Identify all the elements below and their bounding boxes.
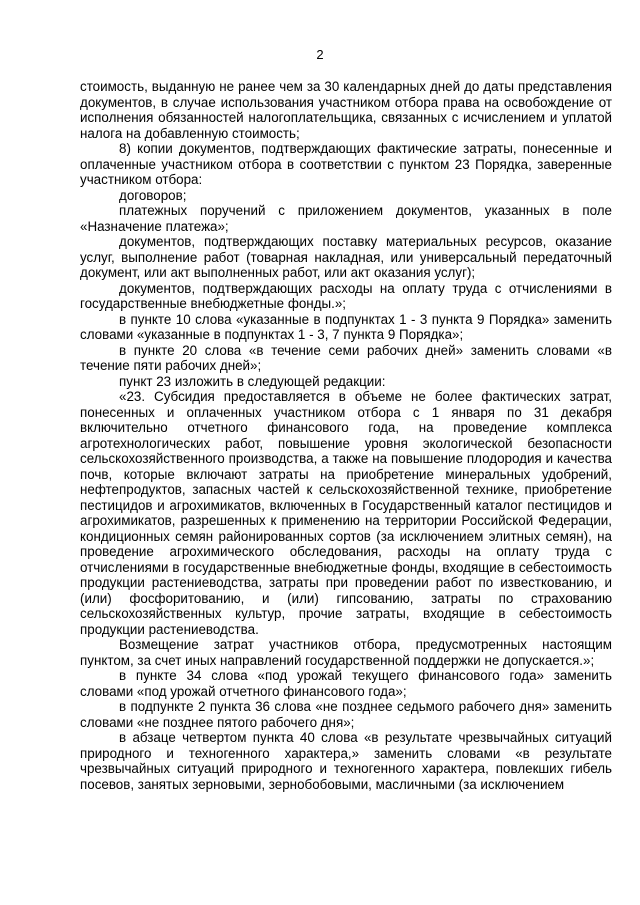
- paragraph-delivery-documents: документов, подтверждающих поставку материальных ресурсов, оказание услуг, выполнение работ (товарная накладная, или универсальный передаточный документ, или акт выполненных работ, или акт оказания услуг);: [80, 234, 612, 280]
- paragraph-point-36: в подпункте 2 пункта 36 слова «не позднее седьмого рабочего дня» заменить словами «не позднее пятого рабочего дня»;: [80, 699, 612, 730]
- paragraph-compensation: Возмещение затрат участников отбора, предусмотренных настоящим пунктом, за счет иных направлений государственной поддержки не допускается.»;: [80, 637, 612, 668]
- paragraph-point-10: в пункте 10 слова «указанные в подпунктах 1 - 3 пункта 9 Порядка» заменить словами «указанные в подпунктах 1 - 3, 7 пункта 9 Порядка»;: [80, 311, 612, 342]
- paragraph-continuation: стоимость, выданную не ранее чем за 30 календарных дней до даты представления документов, в случае использования участником отбора права на освобождение от исполнения обязанностей налогоплательщика, связанных с исчислением и уплатой налога на добавленную стоимость;: [80, 79, 612, 141]
- paragraph-point-23-intro: пункт 23 изложить в следующей редакции:: [119, 373, 386, 389]
- paragraph-point-20: в пункте 20 слова «в течение семи рабочих дней» заменить словами «в течение пяти рабочих дней»;: [80, 342, 612, 373]
- paragraph-contracts: договоров;: [119, 187, 187, 203]
- paragraph-point-34: в пункте 34 слова «под урожай текущего финансового года» заменить словами «под урожай отчетного финансового года»;: [80, 668, 612, 699]
- page-number: 2: [316, 47, 324, 62]
- paragraph-payment-orders: платежных поручений с приложением документов, указанных в поле «Назначение платежа»;: [80, 203, 612, 234]
- paragraph-point-40: в абзаце четвертом пункта 40 слова «в результате чрезвычайных ситуаций природного и техногенного характера,» заменить словами «в результате чрезвычайных ситуаций природного и техногенного характера, повлекших гибель посевов, занятых зерновыми, зернобобовыми, масличными (за исключением: [80, 730, 612, 792]
- document-body: [80, 79, 612, 792]
- paragraph-item-8: 8) копии документов, подтверждающих фактические затраты, понесенные и оплаченные участником отбора в соответствии с пунктом 23 Порядка, заверенные участником отбора:: [80, 141, 612, 187]
- paragraph-labor-expenses: документов, подтверждающих расходы на оплату труда с отчислениями в государственные внебюджетные фонды.»;: [80, 280, 612, 311]
- paragraph-point-23-text: «23. Субсидия предоставляется в объеме не более фактических затрат, понесенных и оплаченных участником отбора с 1 января по 31 декабря включительно отчетного финансового года, на проведение комплекса агротехнологических работ, повышение уровня экологической безопасности сельскохозяйственного производства, а также на повышение плодородия и качества почв, которые включают затраты на приобретение минеральных удобрений, нефтепродуктов, запасных частей к сельскохозяйственной технике, приобретение пестицидов и агрохимикатов, включенных в Государственный каталог пестицидов и агрохимикатов, разрешенных к применению на территории Российской Федерации, кондиционных семян районированных сортов (за исключением элитных семян), на проведение агрохимического обследования, расходы на оплату труда с отчислениями в государственные внебюджетные фонды, входящие в себестоимость продукции растениеводства, затраты при проведении работ по известкованию, и (или) фосфоритованию, и (или) гипсованию, затраты по страхованию сельскохозяйственных культур, прочие затраты, входящие в себестоимость продукции растениеводства.: [80, 389, 612, 637]
